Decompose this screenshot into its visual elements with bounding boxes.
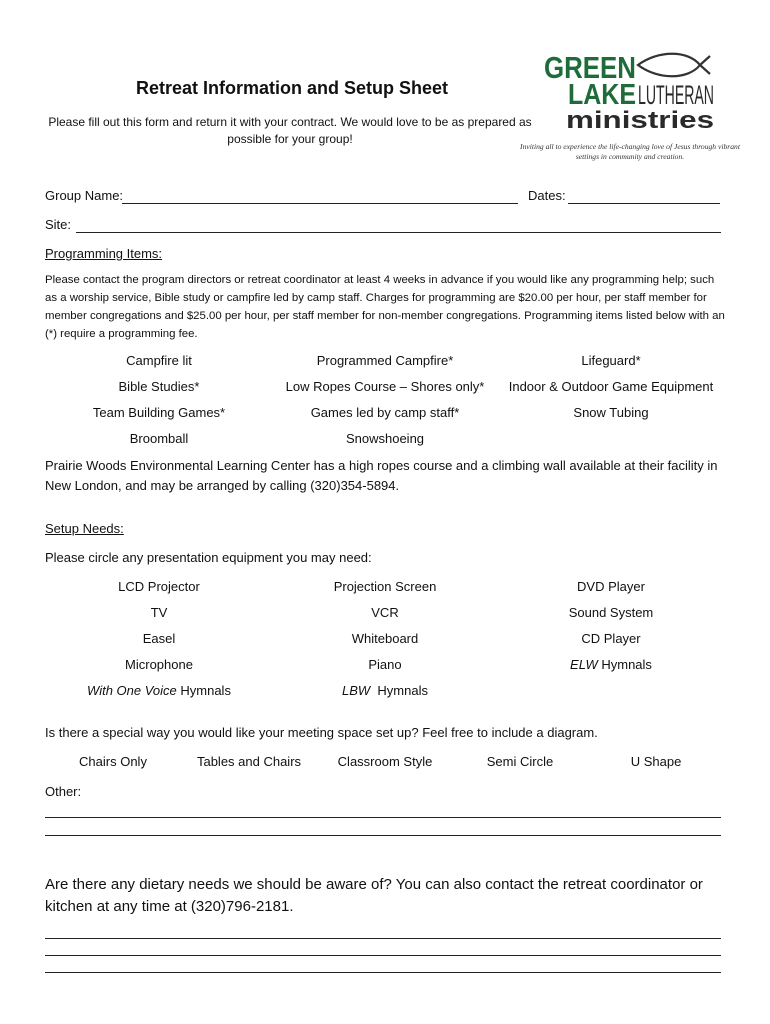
organization-logo [538,48,738,134]
page-title: Retreat Information and Setup Sheet [136,78,449,98]
layout-option[interactable]: Tables and Chairs [196,754,302,769]
equipment-item-wov-hymnals[interactable] [44,683,274,698]
programming-heading: Programming Items: [45,246,163,261]
equipment-item-elw-hymnals[interactable] [496,657,726,672]
group-name-label: Group Name: [45,188,124,203]
equipment-item[interactable]: Microphone [125,657,193,672]
logo-tagline: Inviting all to experience the life-changing love of Jesus through vibrant settings in community and creation. [520,142,740,161]
equipment-item[interactable]: Whiteboard [351,631,419,646]
program-item[interactable]: Programmed Campfire* [316,353,454,368]
lbw-rest: Hymnals [370,683,428,698]
program-item[interactable]: Low Ropes Course – Shores only* [285,379,485,394]
intro-text: Please fill out this form and return it with your contract. We would love to be as prepared as possible for your group! [48,115,532,146]
group-name-field[interactable] [122,203,518,204]
lbw-italic: LBW [342,683,371,698]
dietary-line-3[interactable] [45,972,721,973]
programming-description: Please contact the program directors or retreat coordinator at least 4 weeks in advance if you would like any programming help; such as a worship service, Bible study or campfire led by camp staff. Charges for programming are $20.00 per hour, per staff member for member congregations and $25.00 per hour, per staff member for non-member congregations. Programming items listed below with an (*) require a programming fee. [45,274,725,340]
logo-green-text: GREEN [544,50,636,85]
dietary-line-1[interactable] [45,938,721,939]
program-item[interactable]: Games led by camp staff* [310,405,460,420]
program-item[interactable]: Lifeguard* [581,353,641,368]
dietary-line-2[interactable] [45,955,721,956]
logo-ministries-text: ministries [566,107,714,134]
program-item[interactable]: Bible Studies* [118,379,200,394]
other-line-1[interactable] [45,817,721,818]
elw-italic: ELW [570,657,598,672]
other-label: Other: [45,784,82,799]
layout-option[interactable]: Classroom Style [337,754,433,769]
dietary-question: Are there any dietary needs we should be aware of? You can also contact the retreat coordinator or kitchen at any time at (320)796-2181. [45,876,703,915]
layout-option[interactable]: Chairs Only [79,754,147,769]
elw-rest: Hymnals [597,657,652,672]
program-item[interactable]: Campfire lit [126,353,192,368]
wov-italic: With One Voice [87,683,177,698]
equipment-item[interactable]: Sound System [568,605,654,620]
dates-field[interactable] [568,203,720,204]
equipment-item[interactable]: Projection Screen [333,579,437,594]
space-setup-question: Is there a special way you would like your meeting space set up? Feel free to include a diagram. [45,725,598,740]
equipment-item[interactable]: TV [150,605,168,620]
equipment-item[interactable]: LCD Projector [118,579,200,594]
equipment-item[interactable]: VCR [371,605,399,620]
logo-lutheran-text: LUTHERAN [638,80,714,110]
program-item[interactable]: Snowshoeing [345,431,425,446]
equipment-prompt: Please circle any presentation equipment you may need: [45,550,372,565]
program-item[interactable]: Snow Tubing [573,405,649,420]
program-item[interactable]: Indoor & Outdoor Game Equipment [508,379,714,394]
layout-option[interactable]: Semi Circle [486,754,554,769]
site-field[interactable] [76,232,721,233]
logo-lake-text: LAKE [568,79,636,111]
equipment-item[interactable]: CD Player [581,631,641,646]
layout-option[interactable]: U Shape [630,754,682,769]
site-label: Site: [45,217,72,232]
equipment-item[interactable]: Piano [368,657,402,672]
equipment-item[interactable]: Easel [142,631,176,646]
other-line-2[interactable] [45,835,721,836]
wov-rest: Hymnals [176,683,231,698]
setup-heading: Setup Needs: [45,521,124,536]
equipment-item-lbw-hymnals[interactable] [270,683,500,698]
program-item[interactable]: Broomball [129,431,189,446]
dates-label: Dates: [528,188,566,203]
ropes-course-note: Prairie Woods Environmental Learning Center has a high ropes course and a climbing wall available at their facility in New London, and may be arranged by calling (320)354-5894. [45,458,718,493]
equipment-item[interactable]: DVD Player [577,579,645,594]
fish-icon [638,54,710,77]
program-item[interactable]: Team Building Games* [92,405,226,420]
